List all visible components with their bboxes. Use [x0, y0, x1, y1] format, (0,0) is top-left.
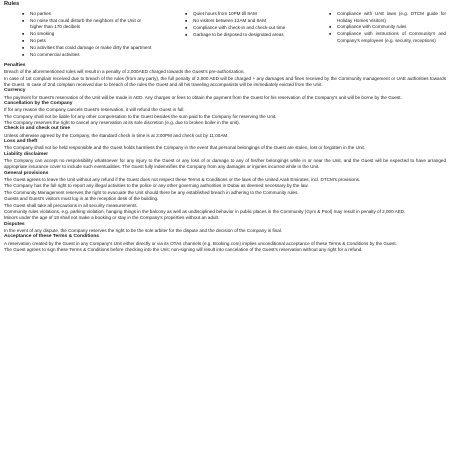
paragraph: Unless otherwise agreed by the Company, the standard check in time is at 3:00PM and check out by 11:00AM. [4, 132, 229, 138]
terms-body [4, 63, 446, 253]
rule-item: ■ Compliance with check-in and check-out time [184, 25, 302, 32]
rule-item: ■ Garbage to be disposed to designated areas [184, 32, 302, 39]
rule-item: ■ No noise that could disturb the neighbors of the Unit or higher than 170 decibels [21, 18, 154, 31]
rule-item: ■ Quiet hours from 10PM till 8AM [184, 11, 302, 18]
paragraph: Minors under the age of 18 shall not make a booking or stay in the Company's properties without an adult. [4, 215, 220, 221]
rule-item: ■ Compliance with Community rules [328, 24, 446, 31]
section-title-loss-theft: Loss and theft [4, 139, 38, 145]
rules-grid [4, 11, 446, 59]
section-title-disputes: Disputes [4, 221, 25, 227]
rule-item: ■ Compliance with instructions of Community's and Company's employees (e.g. security, receptions) [328, 31, 446, 44]
rules-column-1 [4, 11, 154, 59]
rules-column-3 [302, 11, 446, 59]
section-title-cancellation: Cancellation by the Company [4, 101, 73, 106]
paragraph: In case of 1st complain received due to breach of the rules (from any party), the full penalty of 2,000 AED will be charged + any damages and fines received by the Community management or UAE authorities towards the Guest. In case of 2nd complain received due to breach of the rules the Guest and all his traveling accompanists will be immediately evicted from the Unit. [4, 75, 446, 87]
rule-item: ■ No smoking [21, 31, 154, 38]
section-title-liability: Liability disclaimer [4, 151, 49, 157]
rule-item: ■ Compliance with UAE laws (e.g. DTCM guide for Holiday Homes Visitors) [328, 11, 446, 24]
paragraph: The Company can accept no responsibility whatsoever for any injury to the Guest or any loss of or damage to any of his/her belongings while in or near the Unit, and the Guest will be expected to have arranged appropriate insurance cover to include such eventualities. The Guest fully indemnifies the Company from any damages or injuries incurred while in the Unit. [4, 158, 446, 170]
section-title-currency: Currency [4, 88, 26, 94]
paragraph: Guests and Guest's visitors must log in at the reception desk of the building. [4, 196, 159, 202]
terms-document [4, 0, 446, 253]
section-title-general-provisions: General provisions [4, 170, 49, 176]
section-title-acceptance: Acceptance of these Terms & Conditions [4, 234, 100, 240]
paragraph: Breach of the aforementioned rules will result in a penalty of 2,000AED charged towards the Guest's pre-authorization. [4, 69, 245, 75]
rules-column-2 [154, 11, 302, 59]
paragraph: The Company shall not be held responsible and the Guest holds harmless the Company in the event that personal belongings of the Guest are stolen, lost or forgotten in the Unit. [4, 145, 366, 151]
rule-item: ■ No parties [21, 11, 154, 18]
rule-item: ■ No activities that could damage or make dirty the apartment [21, 45, 154, 52]
section-title-check-in-out: Check in and check out time [4, 126, 71, 132]
paragraph: The Company shall not be liable for any other compensation to the Guest besides the sum paid to the Company for reserving the Unit. [4, 113, 277, 119]
section-title-penalties: Penalties [4, 62, 26, 68]
paragraph: The Company has the full right to report any illegal activities to the police or any other governing authorities in Dubai as deemed necessary by the law. [4, 183, 309, 189]
paragraph: The Community Management reserves the right to evacuate the Unit should there be any established breach in adhering to the Community rules. [4, 189, 299, 195]
rule-item: ■ No visitors between 12AM and 8AM [184, 18, 302, 25]
paragraph: If for any reason the Company cancels Guest's reservation, it will refund the Guest in full. [4, 107, 185, 113]
rule-item: ■ No pets [21, 38, 154, 45]
paragraph: Community rules violations, e.g. parking violation, hanging things in the balcony as well as undisciplined behavior in public places in the Community (Gym & Pool) may result in penalty of 2,000 AED. [4, 208, 406, 214]
paragraph: In the event of any dispute, the Company reserves the right to be the sole arbiter for the dispute and the decision of the Company is final. [4, 227, 283, 233]
rule-item: ■ No commercial activities [21, 52, 154, 59]
paragraph: The Guest shall take all precautions in all security measurements. [4, 202, 138, 208]
paragraph: A reservation created by the Guest in any Company's Unit either directly or via its OTAs channels (e.g. Booking.com) implies unconditional acceptance of these Terms & Conditions by the Guest. [4, 240, 397, 246]
paragraph: The Guest agrees to sign these Terms & Conditions before checking into the Unit; non-signing will result into cancelation of the Guest's reservation without any right for a refund. [4, 246, 363, 252]
paragraph: The payment for Guest's reservation of the Unit will be made in AED. Any charges or fees to obtain the payment from the Guest for his reservation of the Company's unit will be borne by the Guest. [4, 94, 402, 100]
rules-heading: Rules [4, 1, 20, 7]
paragraph: The Company reserves the right to cancel any reservation at its sole discretion (e.g. due to broken boiler in the unit). [4, 120, 240, 126]
paragraph: The Guest agrees to leave the Unit without any refund if the Guest does not respect these Terms & Conditions or the laws of the United Arab Emirates, incl. DTCM's provisions. [4, 177, 361, 183]
